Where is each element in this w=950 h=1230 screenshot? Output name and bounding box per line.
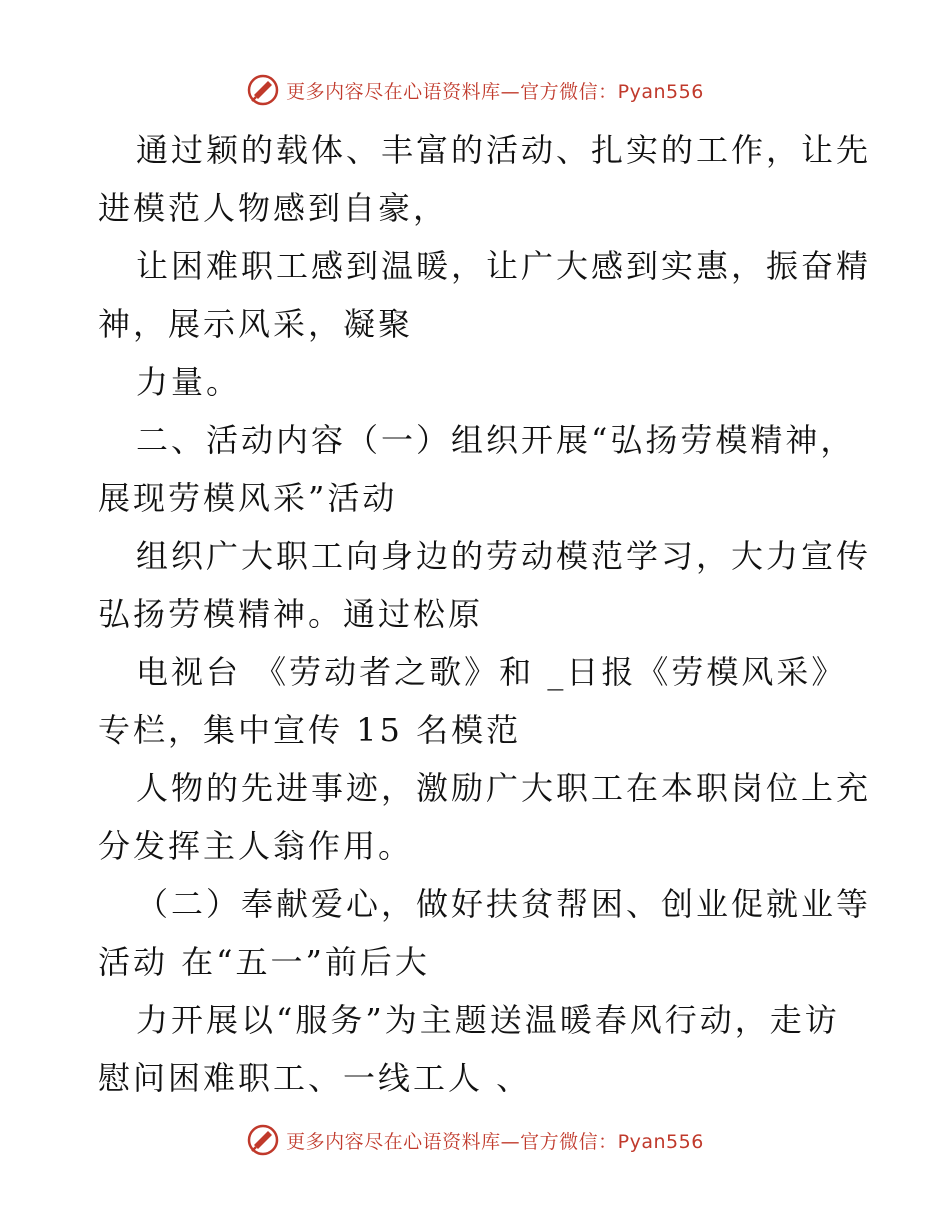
text-line: 电视台 《劳动者之歌》和 _日报《劳模风采》: [136, 653, 847, 691]
text-line: 弘扬劳模精神。通过松原: [98, 595, 484, 633]
section-heading-line: 二、活动内容（一）组织开展“弘扬劳模精神，: [136, 421, 856, 459]
banner-text: 更多内容尽在心语资料库—官方微信：Pyan556: [286, 1130, 704, 1153]
logo-icon: [246, 73, 280, 107]
text-line: 展现劳模风采”活动: [98, 479, 398, 517]
text-line: 力开展以“服务”为主题送温暖春风行动，走访: [136, 1001, 840, 1039]
header-watermark-banner: [0, 70, 950, 110]
text-line: 专栏，集中宣传 15 名模范: [98, 711, 522, 749]
text-line: 慰问困难职工、一线工人 、: [98, 1059, 532, 1097]
text-line: 通过颖的载体、丰富的活动、扎实的工作，让先: [136, 131, 872, 169]
text-line: 人物的先进事迹，激励广大职工在本职岗位上充: [136, 769, 872, 807]
text-line: 神，展示风采，凝聚: [98, 305, 414, 343]
text-line: 组织广大职工向身边的劳动模范学习，大力宣传: [136, 537, 872, 575]
text-line: 让困难职工感到温暖，让广大感到实惠，振奋精: [136, 247, 872, 285]
footer-watermark-banner: [0, 1120, 950, 1160]
text-line: 活动 在“五一”前后大: [98, 943, 430, 981]
text-line: 力量。: [136, 363, 242, 401]
text-line: 分发挥主人翁作用。: [98, 827, 414, 865]
section-heading-line: （二）奉献爱心，做好扶贫帮困、创业促就业等: [136, 885, 872, 923]
logo-icon: [246, 1123, 280, 1157]
banner-text: 更多内容尽在心语资料库—官方微信：Pyan556: [286, 80, 704, 103]
text-line: 进模范人物感到自豪，: [98, 189, 449, 227]
